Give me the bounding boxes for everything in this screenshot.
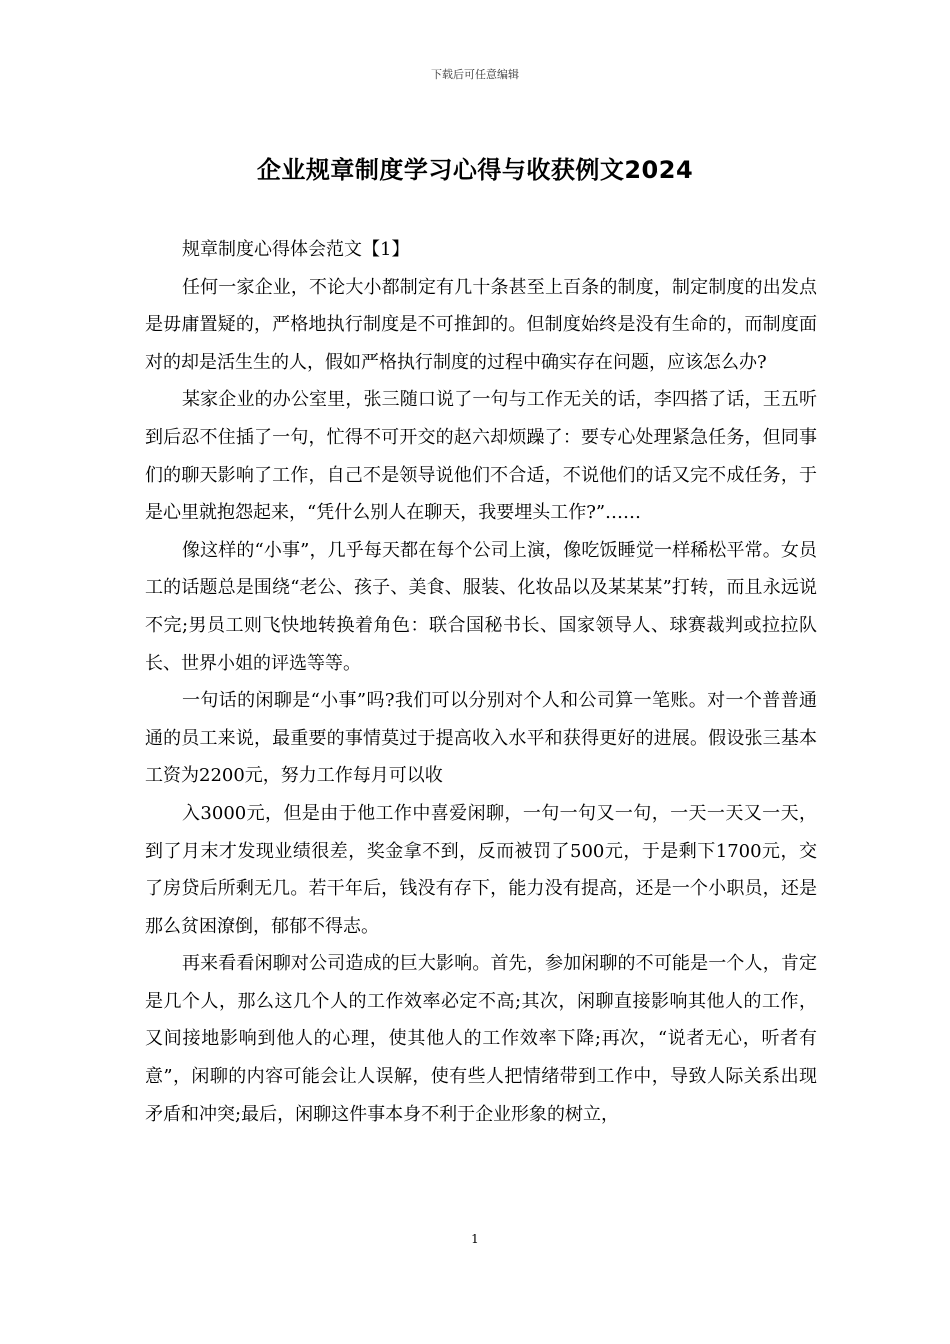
paragraph: 入3000元，但是由于他工作中喜爱闲聊，一句一句又一句，一天一天又一天，到了月末才发现业绩很差，奖金拿不到，反而被罚了500元，于是剩下1700元，交了房贷后所剩无几。若干年后，钱没有存下，能力没有提高，还是一个小职员，还是那么贫困潦倒，郁郁不得志。 (145, 802, 817, 937)
page-header: 下载后可任意编辑 (431, 68, 519, 81)
page-number: 1 (471, 1232, 479, 1246)
document-body (145, 231, 817, 1133)
section-heading: 规章制度心得体会范文【1】 (182, 239, 410, 260)
document-title: 企业规章制度学习心得与收获例文2024 (256, 156, 694, 184)
paragraph: 像这样的“小事”，几乎每天都在每个公司上演，像吃饭睡觉一样稀松平常。女员工的话题总是围绕“老公、孩子、美食、服装、化妆品以及某某某”打转，而且永远说不完;男员工则飞快地转换着角色：联合国秘书长、国家领导人、球赛裁判或拉拉队长、世界小姐的评选等等。 (145, 539, 817, 674)
paragraph: 某家企业的办公室里，张三随口说了一句与工作无关的话，李四搭了话，王五听到后忍不住插了一句，忙得不可开交的赵六却烦躁了：要专心处理紧急任务，但同事们的聊天影响了工作，自己不是领导说他们不合适，不说他们的话又完不成任务，于是心里就抱怨起来，“凭什么别人在聊天，我要埋头工作?”…… (145, 389, 817, 524)
paragraph: 再来看看闲聊对公司造成的巨大影响。首先，参加闲聊的不可能是一个人，肯定是几个人，那么这几个人的工作效率必定不高;其次，闲聊直接影响其他人的工作，又间接地影响到他人的心理，使其他人的工作效率下降;再次，“说者无心，听者有意”，闲聊的内容可能会让人误解，使有些人把情绪带到工作中，导致人际关系出现矛盾和冲突;最后，闲聊这件事本身不利于企业形象的树立， (145, 953, 817, 1125)
paragraph: 一句话的闲聊是“小事”吗?我们可以分别对个人和公司算一笔账。对一个普普通通的员工来说，最重要的事情莫过于提高收入水平和获得更好的进展。假设张三基本工资为2200元，努力工作每月可以收 (145, 690, 817, 787)
paragraph: 任何一家企业，不论大小都制定有几十条甚至上百条的制度，制定制度的出发点是毋庸置疑的，严格地执行制度是不可推卸的。但制度始终是没有生命的，而制度面对的却是活生生的人，假如严格执行制度的过程中确实存在问题，应该怎么办? (145, 276, 817, 373)
